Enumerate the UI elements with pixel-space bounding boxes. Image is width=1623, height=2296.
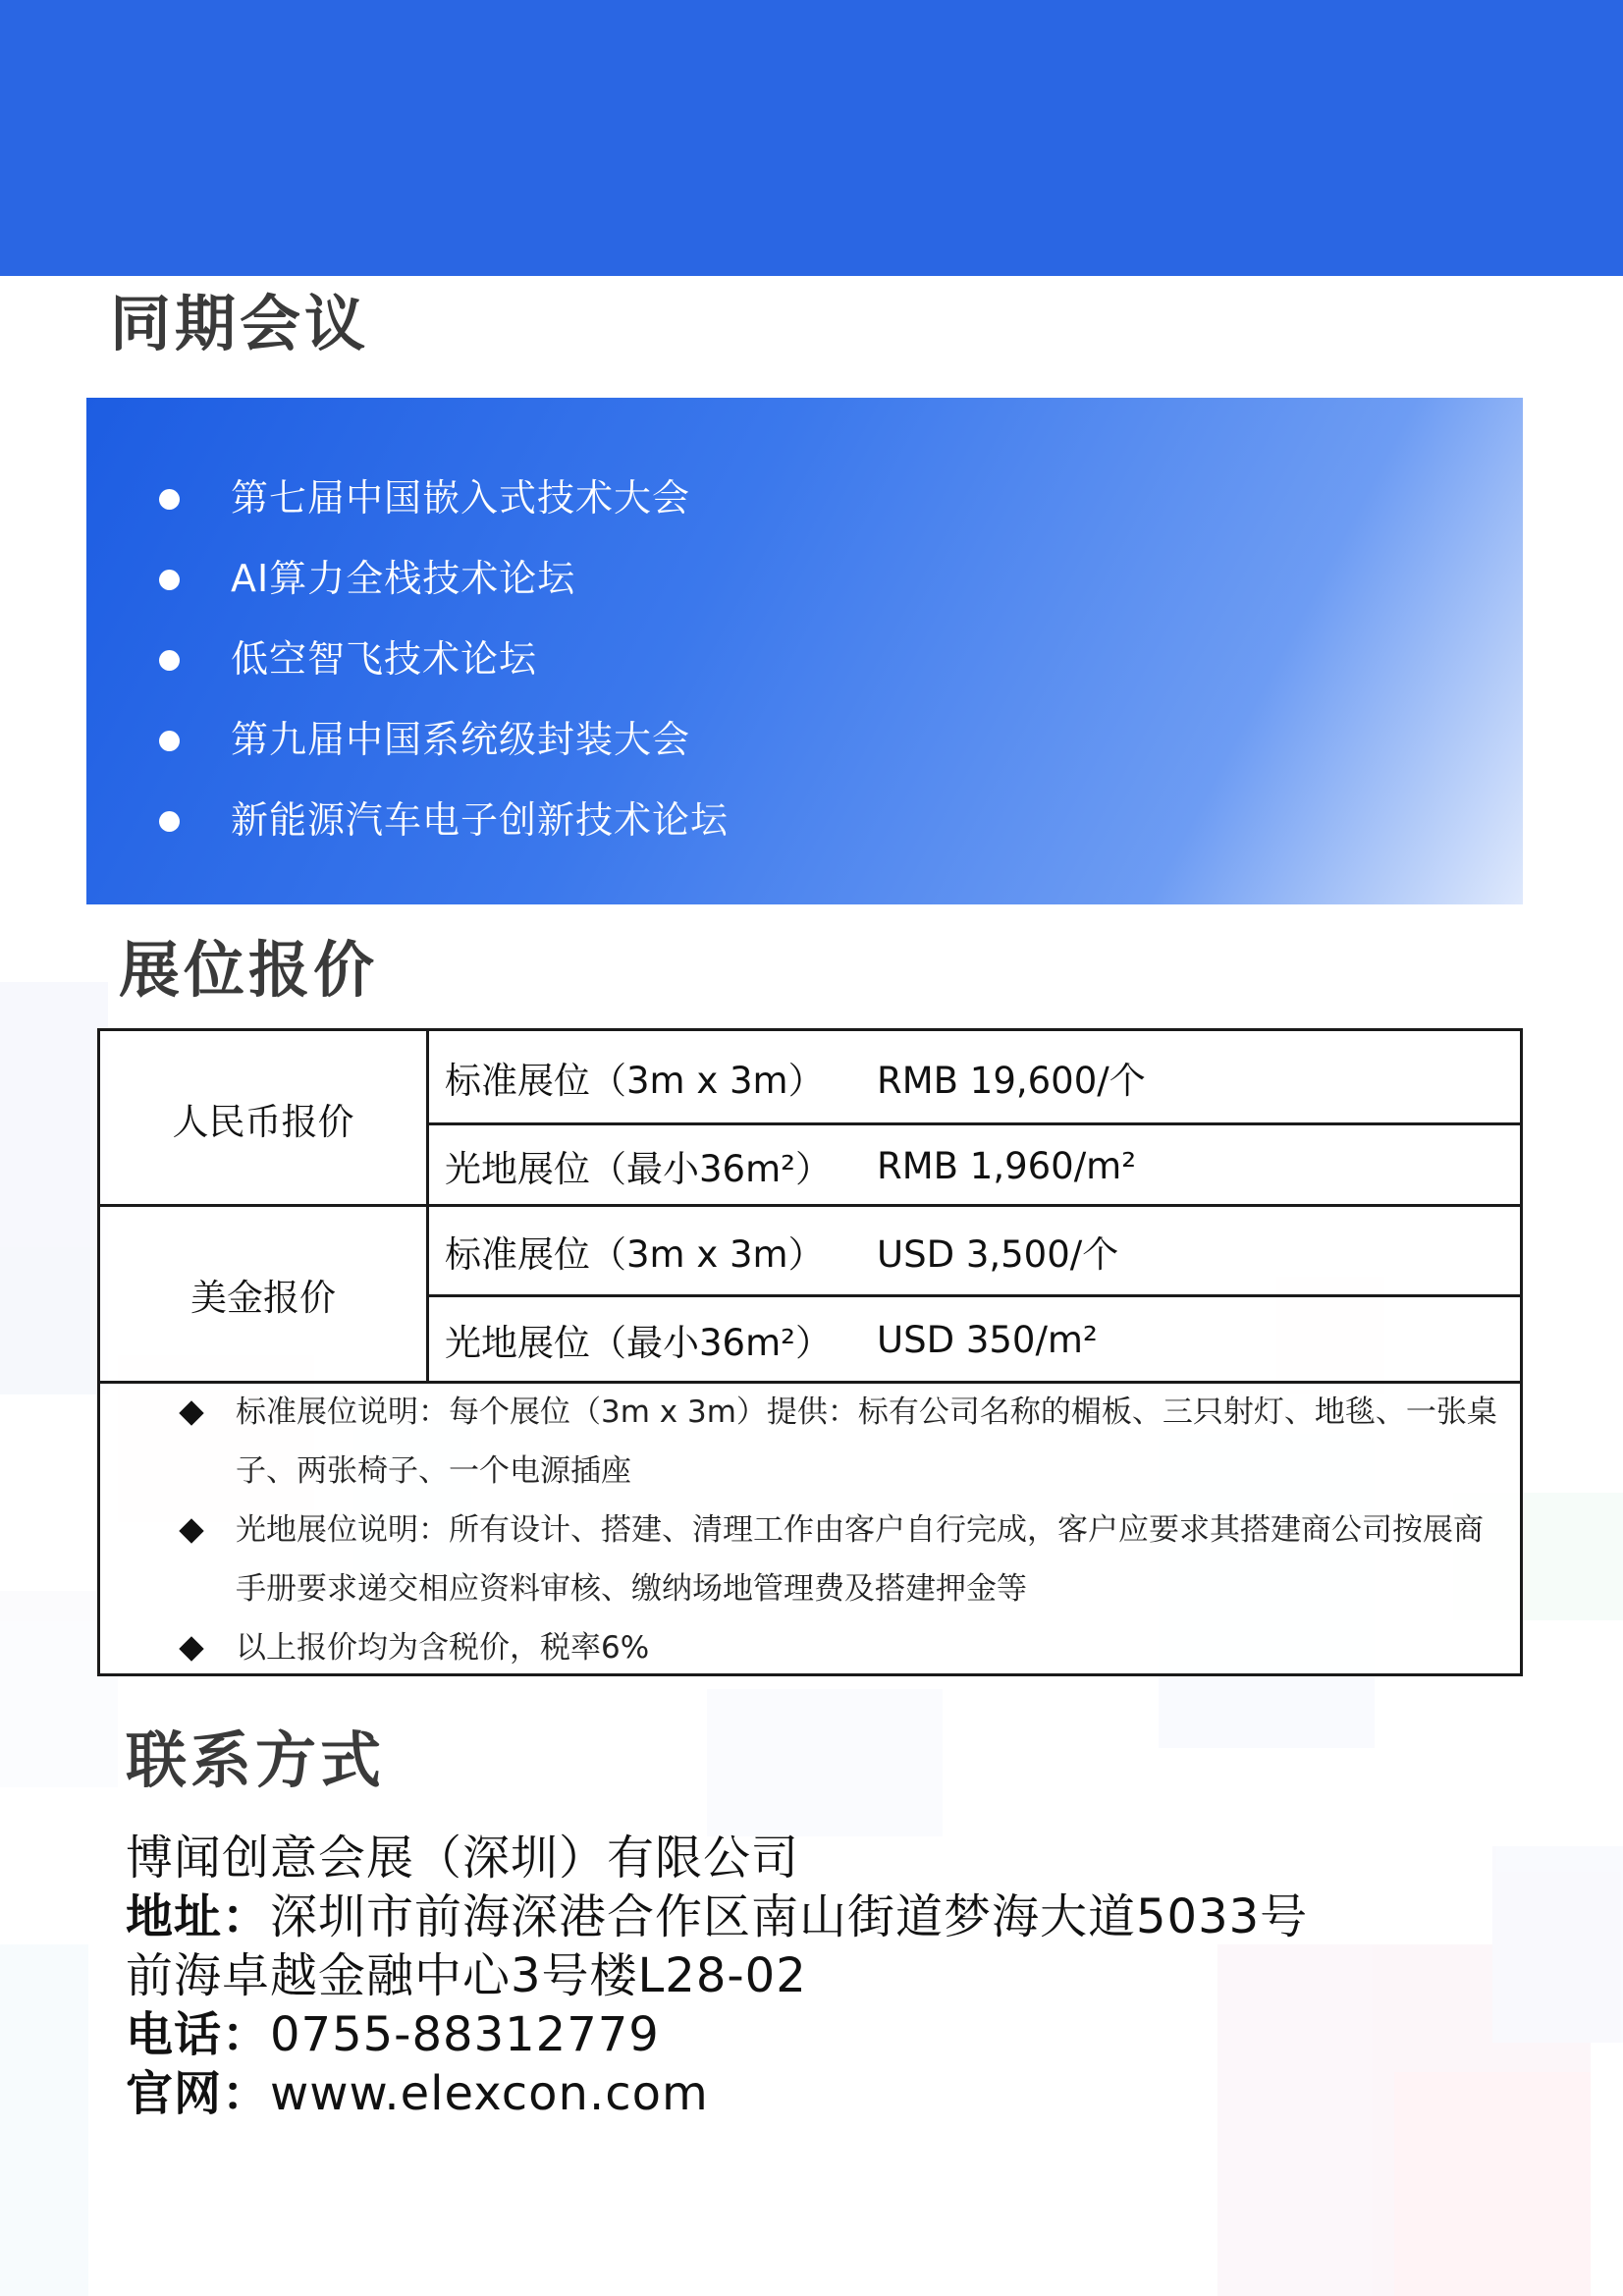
bullet-icon bbox=[159, 731, 180, 751]
conference-name: 第九届中国系统级封装大会 bbox=[231, 718, 691, 761]
pricing-table bbox=[97, 1028, 1523, 1676]
group-label: 美金报价 bbox=[190, 1277, 336, 1319]
conferences-panel bbox=[86, 398, 1523, 904]
list-item bbox=[86, 708, 729, 789]
conference-name: 第七届中国嵌入式技术大会 bbox=[231, 476, 691, 519]
list-item bbox=[86, 547, 729, 628]
booth-price: RMB 19,600/个 bbox=[877, 1059, 1146, 1102]
phone-line bbox=[126, 2005, 1308, 2064]
usd-group-label bbox=[100, 1207, 429, 1382]
note-text: 光地展位说明：所有设计、搭建、清理工作由客户自行完成，客户应要求其搭建商公司按展商手册要求递交相应资料审核、缴纳场地管理费及搭建押金等 bbox=[236, 1512, 1484, 1607]
conferences-title: 同期会议 bbox=[110, 288, 370, 359]
company-name: 博闻创意会展（深圳）有限公司 bbox=[126, 1831, 800, 1886]
group-label: 人民币报价 bbox=[172, 1101, 354, 1143]
phone-label: 电话： bbox=[126, 2007, 271, 2062]
website-label: 官网： bbox=[126, 2066, 271, 2121]
list-item bbox=[86, 628, 729, 708]
note-text: 标准展位说明：每个展位（3m x 3m）提供：标有公司名称的楣板、三只射灯、地毯、一张桌子、两张椅子、一个电源插座 bbox=[236, 1394, 1497, 1489]
website-line bbox=[126, 2064, 1308, 2123]
booth-spec: 标准展位（3m x 3m） bbox=[445, 1059, 825, 1102]
contact-block bbox=[126, 1829, 1308, 2123]
note-item bbox=[100, 1383, 1502, 1501]
table-row bbox=[429, 1125, 1520, 1206]
conference-name: AI算力全栈技术论坛 bbox=[231, 557, 576, 600]
pricing-notes bbox=[100, 1383, 1520, 1677]
address-line-2: 前海卓越金融中心3号楼L28-02 bbox=[126, 1948, 807, 2003]
bullet-icon bbox=[159, 811, 180, 832]
conferences-list bbox=[86, 466, 729, 869]
table-row bbox=[429, 1297, 1520, 1382]
phone-value: 0755-88312779 bbox=[270, 2007, 660, 2062]
list-item bbox=[86, 466, 729, 547]
table-row bbox=[429, 1207, 1520, 1297]
bullet-icon bbox=[159, 489, 180, 510]
table-row bbox=[429, 1031, 1520, 1125]
booth-spec: 标准展位（3m x 3m） bbox=[445, 1232, 825, 1276]
header-band bbox=[0, 0, 1623, 276]
conference-name: 低空智飞技术论坛 bbox=[231, 637, 538, 681]
conference-name: 新能源汽车电子创新技术论坛 bbox=[231, 798, 730, 842]
booth-price: USD 3,500/个 bbox=[877, 1232, 1119, 1276]
address-label: 地址： bbox=[126, 1889, 271, 1944]
website-link[interactable]: www.elexcon.com bbox=[270, 2066, 709, 2121]
bullet-icon bbox=[159, 570, 180, 590]
booth-spec: 光地展位（最小36m²） bbox=[445, 1322, 832, 1364]
pricing-title: 展位报价 bbox=[119, 934, 379, 1006]
rmb-group-label bbox=[100, 1031, 429, 1206]
address-line bbox=[126, 1887, 1308, 1946]
list-item bbox=[86, 789, 729, 869]
address-value: 深圳市前海深港合作区南山街道梦海大道5033号 bbox=[270, 1889, 1309, 1944]
bullet-icon bbox=[159, 650, 180, 671]
diamond-bullet-icon bbox=[179, 1518, 203, 1543]
diamond-bullet-icon bbox=[179, 1400, 203, 1425]
note-item bbox=[100, 1501, 1502, 1618]
note-text: 以上报价均为含税价，税率6% bbox=[236, 1630, 650, 1666]
booth-spec: 光地展位（最小36m²） bbox=[445, 1148, 832, 1190]
note-item bbox=[100, 1618, 1502, 1677]
booth-price: RMB 1,960/m² bbox=[877, 1144, 1137, 1187]
booth-price: USD 350/m² bbox=[877, 1318, 1098, 1361]
diamond-bullet-icon bbox=[179, 1636, 203, 1661]
contact-title: 联系方式 bbox=[126, 1724, 386, 1796]
